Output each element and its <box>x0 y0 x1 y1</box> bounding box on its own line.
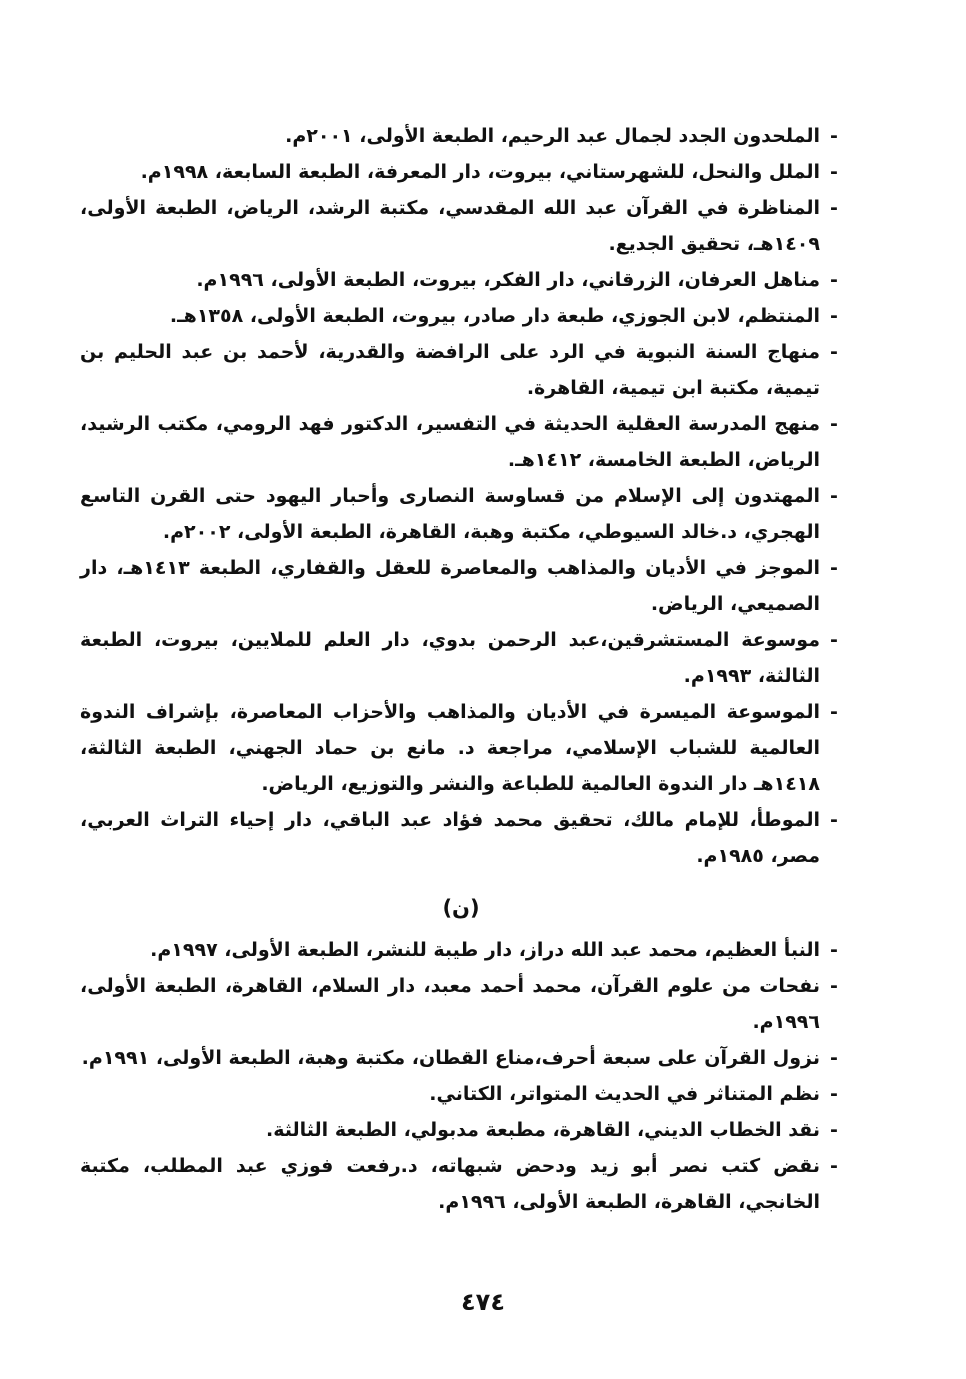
entry-text: نظم المتناثر في الحديث المتواتر، الكتاني. <box>429 1083 820 1105</box>
entry-text: المنتظم، لابن الجوزي، طبعة دار صادر، بيروت، الطبعة الأولى، ١٣٥٨هـ. <box>169 305 820 327</box>
list-dash: - <box>830 939 838 961</box>
list-dash: - <box>830 197 838 219</box>
bibliography-entry <box>80 802 842 874</box>
entry-text: نفحات من علوم القرآن، محمد أحمد معبد، دار السلام، القاهرة، الطبعة الأولى، ١٩٩٦م. <box>80 975 820 1033</box>
bibliography-entry <box>80 190 842 262</box>
list-dash: - <box>830 975 838 997</box>
bibliography-entry <box>80 406 842 478</box>
entry-text: المناظرة في القرآن عبد الله المقدسي، مكتبة الرشد، الرياض، الطبعة الأولى، ١٤٠٩هـ، تحقيق الجديع. <box>80 197 820 255</box>
entry-text: الملل والنحل، للشهرستاني، بيروت، دار المعرفة، الطبعة السابعة، ١٩٩٨م. <box>140 161 820 183</box>
entry-text: منهاج السنة النبوية في الرد على الرافضة والقدرية، لأحمد بن عبد الحليم بن تيمية، مكتبة ابن تيمية، القاهرة. <box>80 341 820 399</box>
bibliography-entry <box>80 334 842 406</box>
bibliography-entry <box>80 694 842 802</box>
bibliography-entry <box>80 478 842 550</box>
bibliography-entry <box>80 118 842 154</box>
list-dash: - <box>830 161 838 183</box>
entry-text: نقد الخطاب الديني، القاهرة، مطبعة مدبولي، الطبعة الثالثة. <box>266 1119 820 1141</box>
bibliography-entry <box>80 1112 842 1148</box>
list-dash: - <box>830 305 838 327</box>
bibliography-entry <box>80 262 842 298</box>
bibliography-entry <box>80 932 842 968</box>
entry-text: نقض كتب نصر أبو زيد ودحض شبهاته، د.رفعت فوزي عبد المطلب، مكتبة الخانجي، القاهرة، الطبعة الأولى، ١٩٩٦م. <box>80 1155 820 1213</box>
entry-text: الموطأ، للإمام مالك، تحقيق محمد فؤاد عبد الباقي، دار إحياء التراث العربي، مصر، ١٩٨٥م. <box>80 809 820 867</box>
list-dash: - <box>830 557 838 579</box>
page-number: ٤٧٤ <box>461 1288 505 1316</box>
bibliography-page <box>80 118 842 1220</box>
entry-text: الملحدون الجدد لجمال عبد الرحيم، الطبعة الأولى، ٢٠٠١م. <box>285 125 820 147</box>
entry-text: موسوعة المستشرقين،عبد الرحمن بدوي، دار العلم للملايين، بيروت، الطبعة الثالثة، ١٩٩٣م. <box>80 629 820 687</box>
bibliography-entry <box>80 622 842 694</box>
list-dash: - <box>830 809 838 831</box>
list-dash: - <box>830 413 838 435</box>
list-dash: - <box>830 701 838 723</box>
bibliography-entry <box>80 154 842 190</box>
list-dash: - <box>830 125 838 147</box>
bibliography-entry <box>80 550 842 622</box>
bibliography-list-after <box>80 932 842 1220</box>
entry-text: منهج المدرسة العقلية الحديثة في التفسير، الدكتور فهد الرومي، مكتب الرشيد، الرياض، الطبعة الخامسة، ١٤١٢هـ. <box>80 413 820 471</box>
list-dash: - <box>830 485 838 507</box>
bibliography-entry <box>80 298 842 334</box>
list-dash: - <box>830 1083 838 1105</box>
bibliography-entry <box>80 1076 842 1112</box>
entry-text: الموسوعة الميسرة في الأديان والمذاهب والأحزاب المعاصرة، بإشراف الندوة العالمية للشباب الإسلامي، مراجعة د. مانع بن حماد الجهني، الطبعة الثالثة، ١٤١٨هـ دار الندوة العالمية للطباعة والنشر والتوزيع، الرياض. <box>80 701 820 795</box>
bibliography-list-before <box>80 118 842 874</box>
entry-text: الموجز في الأديان والمذاهب والمعاصرة للعقل والقفاري، الطبعة ١٤١٣هـ، دار الصميعي، الرياض. <box>80 557 821 615</box>
list-dash: - <box>830 269 838 291</box>
list-dash: - <box>830 629 838 651</box>
list-dash: - <box>830 1119 838 1141</box>
bibliography-entry <box>80 968 842 1040</box>
entry-text: النبأ العظيم، محمد عبد الله دراز، دار طيبة للنشر، الطبعة الأولى، ١٩٩٧م. <box>150 939 820 961</box>
entry-text: المهتدون إلى الإسلام من قساوسة النصارى وأحبار اليهود حتى القرن التاسع الهجري، د.خالد السيوطي، مكتبة وهبة، القاهرة، الطبعة الأولى، ٢٠٠٢م. <box>80 485 820 543</box>
bibliography-entry <box>80 1148 842 1220</box>
list-dash: - <box>830 341 838 363</box>
entry-text: مناهل العرفان، الزرقاني، دار الفكر، بيروت، الطبعة الأولى، ١٩٩٦م. <box>196 269 820 291</box>
list-dash: - <box>830 1155 838 1177</box>
bibliography-entry <box>80 1040 842 1076</box>
list-dash: - <box>830 1047 838 1069</box>
section-heading: (ن) <box>442 896 480 920</box>
entry-text: نزول القرآن على سبعة أحرف،مناع القطان، مكتبة وهبة، الطبعة الأولى، ١٩٩١م. <box>81 1047 820 1069</box>
